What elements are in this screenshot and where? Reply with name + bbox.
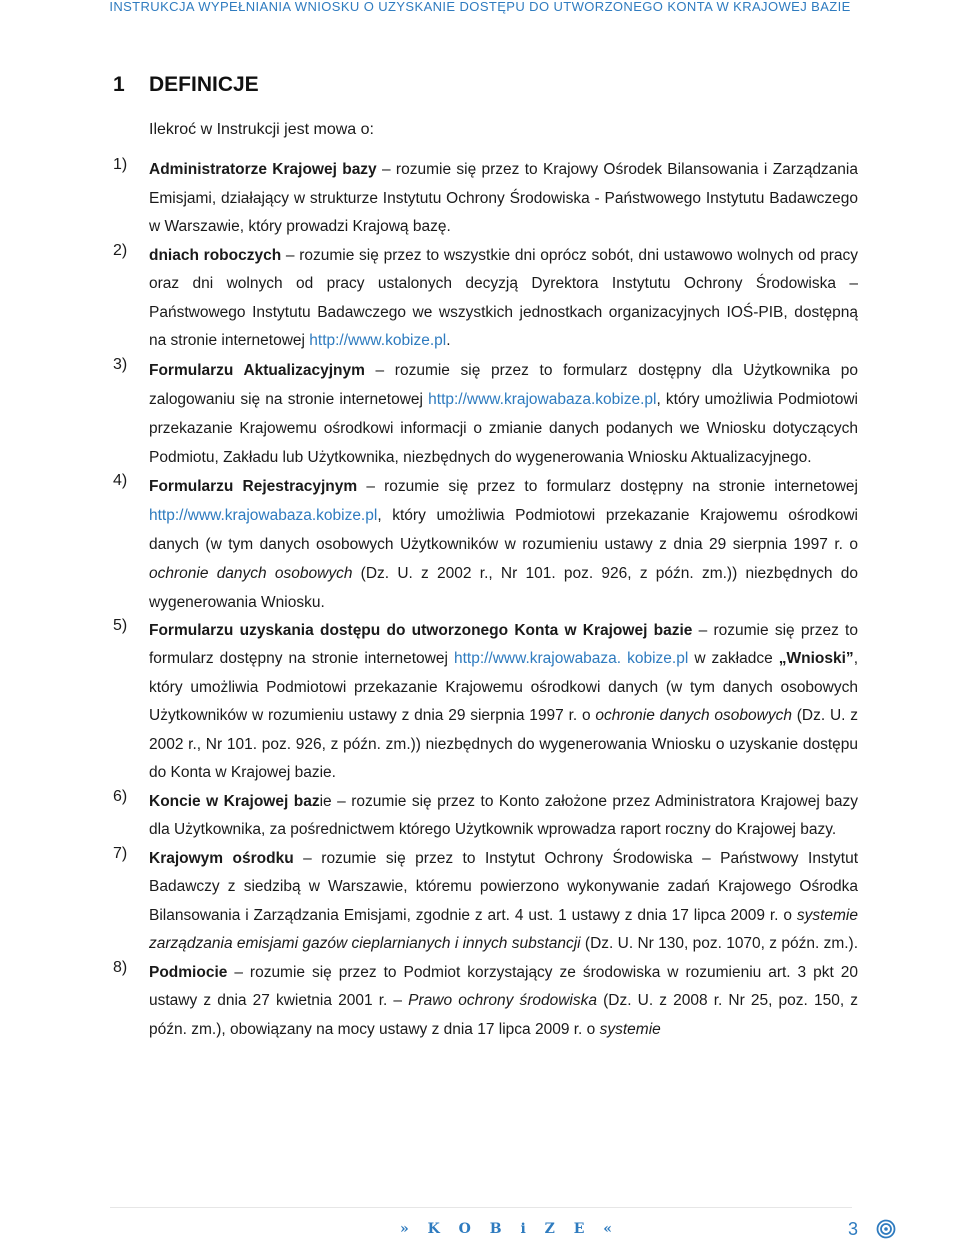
section-number: 1 bbox=[113, 73, 125, 96]
item-text: , który umożliwia Podmiotowi przekazanie Krajowemu ośrodkowi danych (w tym danych osobowych Użytkowników w rozumieniu ustawy z dnia 29 sierpnia 1997 r. o bbox=[149, 650, 858, 724]
item-body bbox=[149, 617, 858, 788]
krajowabaza-link[interactable]: http://www.krajowabaza.kobize.pl bbox=[428, 390, 657, 408]
definition-item bbox=[113, 156, 858, 242]
item-text: w zakładce bbox=[688, 650, 779, 667]
footer-brand: » K O B i Z E « bbox=[400, 1221, 620, 1237]
item-number: 5) bbox=[113, 616, 128, 634]
item-text: (Dz. U. z 2002 r., Nr 101. poz. 926, z późn. zm.)) niezbędnych do wygenerowania Wniosku o uzyskanie dostępu do Konta w Krajowej bazie. bbox=[149, 707, 858, 781]
definition-item bbox=[113, 617, 858, 788]
item-term: dniach roboczych bbox=[149, 246, 282, 264]
section-title: DEFINICJE bbox=[149, 73, 259, 96]
item-term: Formularzu Rejestracyjnym bbox=[149, 477, 358, 495]
definition-item bbox=[113, 472, 858, 617]
item-term-rest: ie bbox=[319, 792, 332, 810]
item-term: Podmiocie bbox=[149, 963, 228, 981]
definition-item bbox=[113, 242, 858, 356]
item-text: – rozumie się przez to formularz dostępny na stronie internetowej bbox=[357, 477, 858, 495]
item-text: (Dz. U. z 2008 r. Nr 25, poz. 150, z późn. zm.), obowiązany na mocy ustawy z dnia 17 lipca 2009 r. o bbox=[149, 992, 858, 1038]
item-body bbox=[149, 242, 858, 356]
item-text: , który umożliwia Podmiotowi przekazanie Krajowemu ośrodkowi danych (w tym danych osobowych Użytkowników w rozumieniu ustawy z dnia 29 sierpnia 1997 r. o bbox=[149, 506, 858, 553]
item-text: – rozumie się przez to Instytut Ochrony Środowiska – Państwowy Instytut Badawczy z siedzibą w Warszawie, któremu powierzono wykonywanie zadań Krajowego Ośrodka Bilansowania i Zarządzania Emisjami, zgodnie z art. 4 ust. 1 ustawy z dnia 17 lipca 2009 r. o bbox=[149, 849, 858, 924]
definitions-list bbox=[113, 156, 858, 1044]
item-text: (Dz. U. z 2002 r., Nr 101. poz. 926, z późn. zm.)) niezbędnych do wygenerowania Wniosku. bbox=[149, 564, 858, 611]
item-number: 2) bbox=[113, 241, 128, 259]
item-italic: ochronie danych osobowych bbox=[595, 707, 792, 724]
definition-item bbox=[113, 845, 858, 959]
item-number: 1) bbox=[113, 156, 128, 173]
item-body bbox=[149, 788, 858, 845]
item-body bbox=[149, 472, 858, 617]
item-italic: Prawo ochrony środowiska bbox=[408, 992, 597, 1009]
item-body bbox=[149, 959, 858, 1045]
footer-divider bbox=[110, 1207, 852, 1208]
kobize-link[interactable]: http://www.kobize.pl bbox=[309, 332, 447, 349]
item-term: Krajowym ośrodku bbox=[149, 849, 294, 867]
item-text: – rozumie się przez to Konto założone przez Administratora Krajowej bazy dla Użytkownika, za pośrednictwem którego Użytkownik wprowadza raport roczny do Krajowej bazy. bbox=[149, 792, 858, 838]
item-text: – rozumie się przez to wszystkie dni oprócz sobót, dni ustawowo wolnych od pracy oraz dni wolnych od pracy ustalonych decyzją Dyrektora Instytutu Ochrony Środowiska – Państwowego Instytutu Badawczego we wszystkich jednostkach organizacyjnych IOŚ-PIB, dostępną na stronie internetowej bbox=[149, 246, 858, 349]
running-header: INSTRUKCJA WYPEŁNIANIA WNIOSKU O UZYSKANIE DOSTĘPU DO UTWORZONEGO KONTA W KRAJOWEJ BAZIE bbox=[109, 0, 851, 14]
item-italic: systemie zarządzania emisjami gazów cieplarnianych i innych substancji bbox=[149, 906, 858, 952]
krajowabaza-link[interactable]: http://www.krajowabaza.kobize.pl bbox=[149, 506, 378, 524]
page-number: 3 bbox=[848, 1219, 859, 1239]
item-number: 8) bbox=[113, 958, 128, 976]
item-text: – rozumie się przez to Podmiot korzystający ze środowiska w rozumieniu art. 3 pkt 20 ustawy z dnia 27 kwietnia 2001 r. – bbox=[149, 963, 858, 1009]
item-number: 6) bbox=[113, 787, 128, 805]
definition-item bbox=[113, 788, 858, 845]
item-bold: „Wnioski” bbox=[778, 650, 854, 667]
item-text: – rozumie się przez to formularz dostępny na stronie internetowej bbox=[149, 621, 858, 667]
item-text: (Dz. U. Nr 130, poz. 1070, z późn. zm.). bbox=[580, 935, 859, 952]
section-intro: Ilekroć w Instrukcji jest mowa o: bbox=[149, 121, 374, 138]
krajowabaza-link[interactable]: http://www.krajowabaza. kobize.pl bbox=[453, 650, 689, 667]
item-number: 3) bbox=[113, 355, 128, 373]
item-term: Koncie w Krajowej baz bbox=[149, 792, 320, 810]
item-term: Administratorze Krajowej bazy bbox=[149, 161, 377, 178]
target-icon bbox=[876, 1219, 896, 1239]
item-text: – rozumie się przez to formularz dostępny dla Użytkownika po zalogowaniu się na stronie internetowej bbox=[149, 361, 859, 408]
item-body bbox=[149, 156, 858, 242]
item-body bbox=[149, 356, 858, 472]
item-italic: ochronie danych osobowych bbox=[149, 564, 353, 582]
item-text: , który umożliwia Podmiotowi przekazanie Krajowemu ośrodkowi informacji o zmianie danych podanych we Wniosku dotyczących Podmiotu, Zakładu lub Użytkownika, niezbędnych do wygenerowania Wniosku Aktualizacyjnego. bbox=[149, 390, 858, 466]
item-body bbox=[149, 845, 858, 959]
item-text: . bbox=[446, 332, 451, 349]
item-term: Formularzu Aktualizacyjnym bbox=[149, 361, 365, 379]
item-italic: systemie bbox=[599, 1020, 661, 1038]
definition-item bbox=[113, 356, 858, 472]
section-heading bbox=[113, 73, 259, 97]
definition-item bbox=[113, 959, 858, 1045]
item-text: – rozumie się przez to Krajowy Ośrodek Bilansowania i Zarządzania Emisjami, działający w strukturze Instytutu Ochrony Środowiska - Państwowego Instytutu Badawczego w Warszawie, który prowadzi Krajową bazę. bbox=[149, 161, 858, 235]
item-term: Formularzu uzyskania dostępu do utworzonego Konta w Krajowej bazie bbox=[149, 621, 693, 639]
item-number: 7) bbox=[113, 844, 128, 862]
item-number: 4) bbox=[113, 471, 128, 489]
